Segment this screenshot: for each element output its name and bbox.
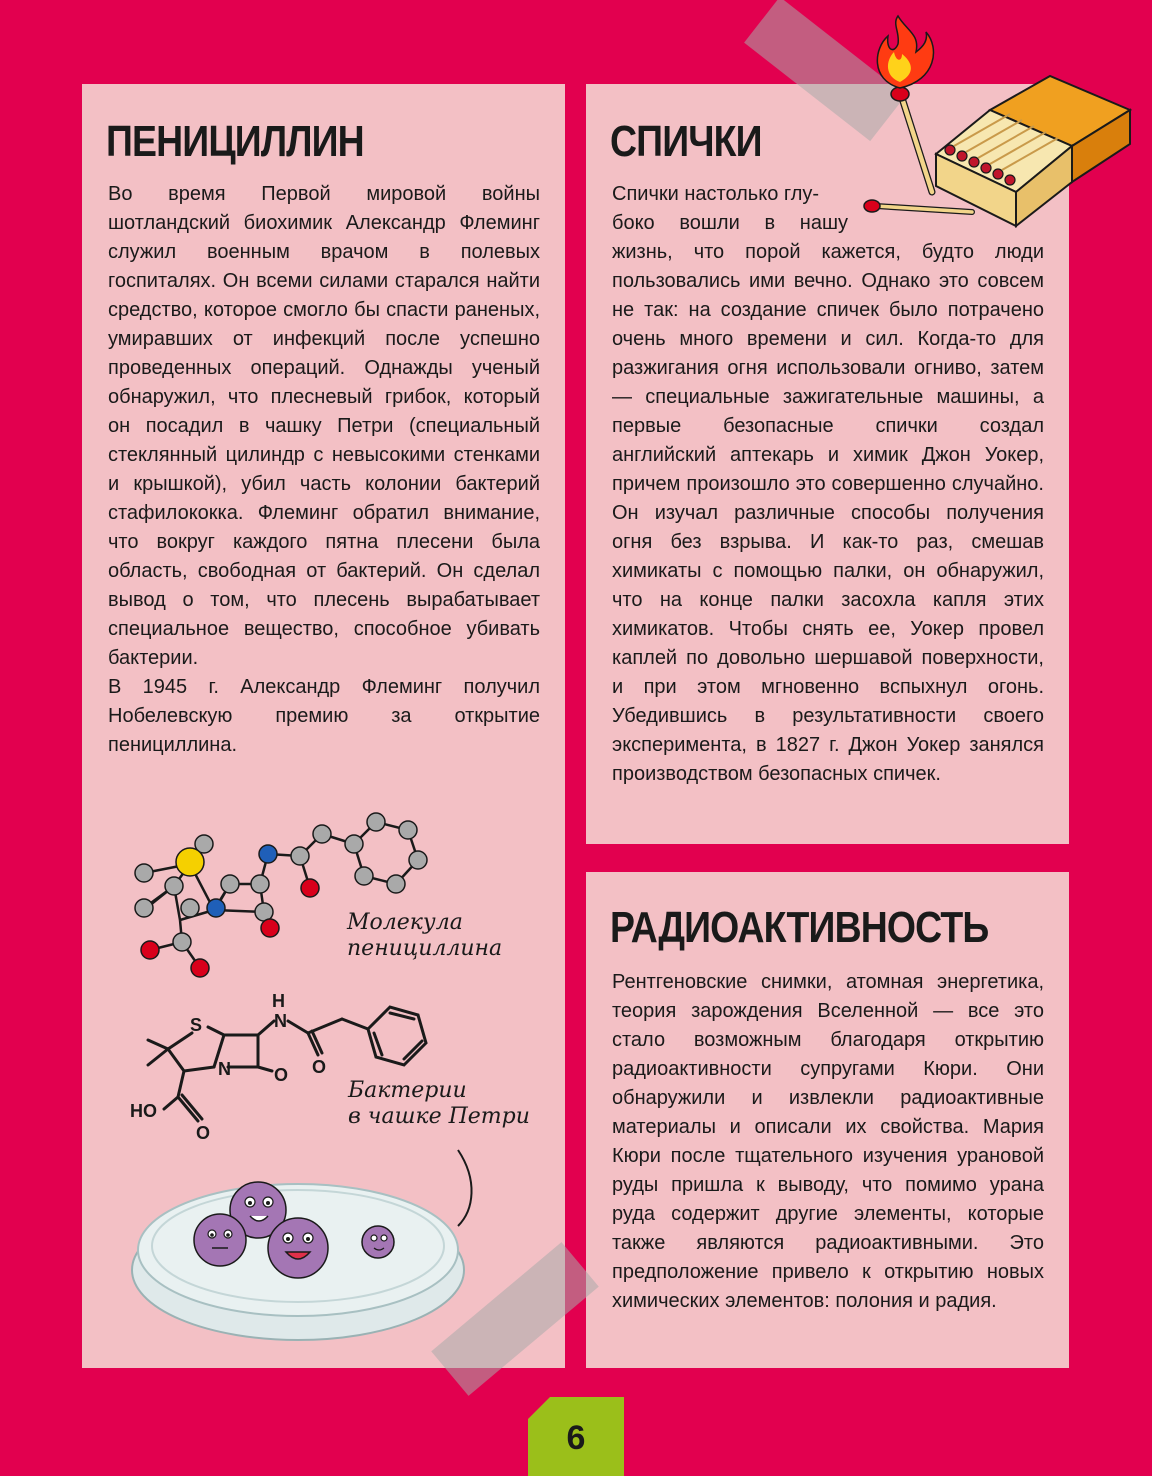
formula-sulfur: S — [190, 1015, 203, 1035]
burning-match-icon — [877, 16, 933, 192]
bacterium-icon — [362, 1226, 394, 1258]
radioactivity-title: РАДИОАКТИВНОСТЬ — [610, 903, 989, 952]
radioactivity-paragraph: Рентгеновские снимки, атомная энергетика, теория зарождения Вселенной — все это стало возможным благодаря открытию радиоактивности супругами Кюри. Они обнаружили и извлекли радиоактивные материалы и описали их свойства. Мария Кюри после тщательного изучения урановой руды пришла к выводу, что помимо урана руда содержит другие элементы, которые также являются радиоактивными. Это предположение привело к открытию новых химических элементов: полония и радия. — [612, 971, 1044, 1312]
formula-hydrogen: H — [272, 991, 285, 1011]
molecule-caption-line-1: Молекула — [347, 910, 463, 935]
penicillin-text — [108, 180, 540, 760]
matches-illustration — [840, 14, 1140, 234]
matches-paragraph: жизнь, что порой кажется, будто люди пользовались ими вечно. Однако это совсем не так: на создание спичек было потрачено очень много времени и сил. Когда-то для разжигания огня использовали огниво, затем — специальные зажигательные машины, а первые безопасные спички создал английский аптекарь и химик Джон Уокер, причем произошло это совершенно случайно. Он изучал различные способы получения огня без взрыва. И как-то раз, смешав химикаты с помощью палки, он обнаружил, что на конце палки засохла капля этих химикатов. Чтобы снять ее, Уокер провел каплей по довольно шершавой поверхности, и при этом мгновенно вспыхнул огонь. Убедившись в результативности своего эксперимента, в 1827 г. Джон Уокер занялся производством безопасных спичек. — [612, 241, 1044, 785]
page-corner-fold — [528, 1397, 550, 1419]
caption-arrow — [458, 1150, 472, 1226]
bacterium-icon — [268, 1218, 328, 1278]
penicillin-paragraph-1: Во время Первой мировой войны шотландский биохимик Александр Флеминг служил военным врачом в полевых госпиталях. Он всеми силами старался найти средство, которое смогло бы спасти раненых, умиравших от инфекций после успешно проведенных операций. Однажды ученый обнаружил, что плесневый грибок, который он посадил в чашку Петри (специальный стеклянный цилиндр с невысокими стенками и крышкой), убил часть колонии бактерий стафилококка. Флеминг обратил внимание, что вокруг каждого пятна плесени была область, свободная от бактерий. Он сделал вывод о том, что плесень вырабатывает специальное вещество, способное убивать бактерии. — [108, 183, 540, 669]
matches-title: СПИЧКИ — [610, 117, 762, 166]
formula-nitrogen-ring: N — [218, 1059, 231, 1079]
bacteria-caption — [348, 1078, 530, 1130]
bacteria-caption-line-2: в чашке Петри — [348, 1104, 530, 1129]
molecule-caption-line-2: пенициллина — [347, 936, 503, 961]
formula-acid-group: HO — [130, 1101, 157, 1121]
matches-intro-line-1: Спички настолько глу- — [612, 183, 820, 205]
page-number: 6 — [566, 1419, 586, 1457]
formula-oxygen-acid: O — [196, 1123, 211, 1143]
formula-oxygen-amide: O — [312, 1057, 327, 1077]
formula-oxygen-lactam: O — [274, 1065, 289, 1085]
matches-intro-line-2: боко вошли в нашу — [612, 212, 848, 234]
radioactivity-text — [612, 968, 1044, 1316]
bacteria-caption-line-1: Бактерии — [348, 1078, 467, 1103]
match-lying-icon — [864, 200, 972, 212]
matchbox-icon — [936, 76, 1130, 226]
molecule-caption — [347, 910, 502, 962]
penicillin-title: ПЕНИЦИЛЛИН — [106, 117, 364, 166]
petri-dish-illustration — [128, 1130, 488, 1350]
formula-nitrogen-amide: N — [274, 1011, 287, 1031]
radioactivity-panel — [586, 872, 1069, 1368]
matches-text — [612, 180, 1044, 789]
penicillin-paragraph-2: В 1945 г. Александр Флеминг получил Нобелевскую премию за открытие пенициллина. — [108, 676, 540, 756]
bacterium-icon — [194, 1214, 246, 1266]
